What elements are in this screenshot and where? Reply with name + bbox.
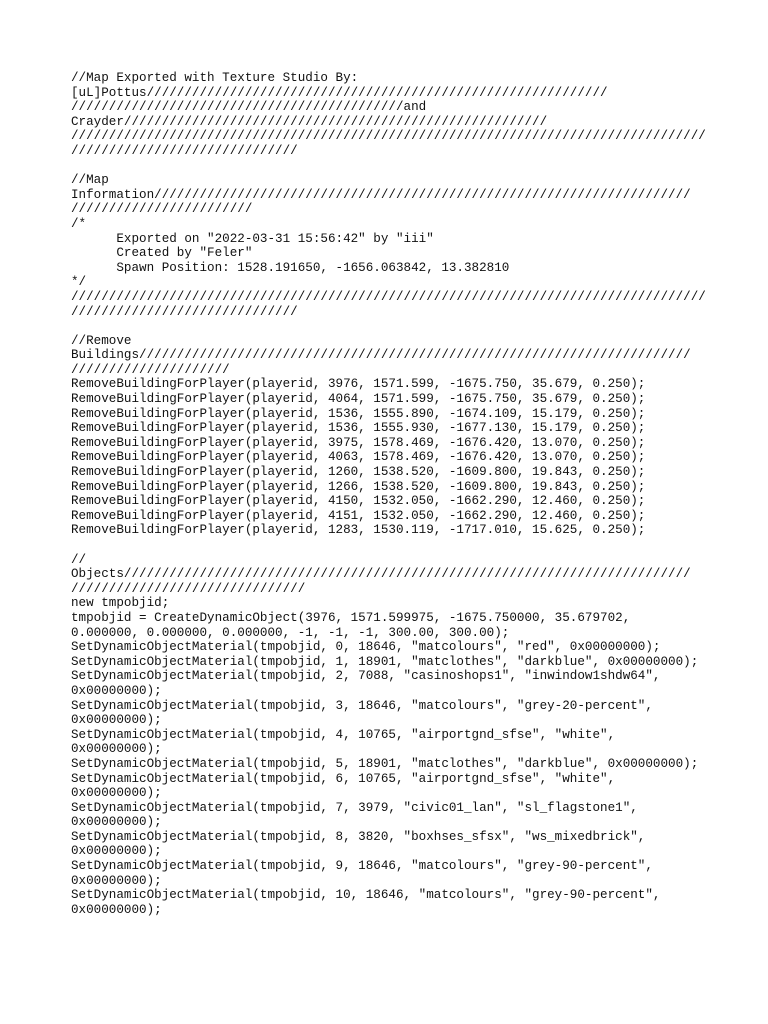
code-line: RemoveBuildingForPlayer(playerid, 1536, 1555.890, -1674.109, 15.179, 0.250); [71, 406, 646, 421]
code-line: Crayder//////////////////////////////////////////////////////// [71, 114, 548, 129]
code-line: /////////////////////////////// [71, 581, 306, 596]
code-line: RemoveBuildingForPlayer(playerid, 4150, 1532.050, -1662.290, 12.460, 0.250); [71, 494, 646, 509]
code-line: //Map Exported with Texture Studio By: [71, 71, 359, 85]
code-line: RemoveBuildingForPlayer(playerid, 4151, 1532.050, -1662.290, 12.460, 0.250); [71, 508, 646, 523]
code-line: 0x00000000); [71, 713, 162, 728]
code-line: RemoveBuildingForPlayer(playerid, 3975, 1578.469, -1676.420, 13.070, 0.250); [71, 435, 646, 450]
code-line: //////////////////////////////////////////////////////////////////////////////////// [71, 129, 706, 144]
code-line: SetDynamicObjectMaterial(tmpobjid, 1, 18901, "matclothes", "darkblue", 0x00000000); [71, 654, 699, 669]
code-line: //////////////////////////////////////////////////////////////////////////////////// [71, 289, 706, 304]
code-line: Buildings///////////////////////////////////////////////////////////////////////// [71, 348, 691, 363]
code-line: // [71, 552, 87, 567]
code-line: 0x00000000); [71, 815, 162, 830]
code-line: RemoveBuildingForPlayer(playerid, 1260, 1538.520, -1609.800, 19.843, 0.250); [71, 465, 646, 480]
code-line: 0x00000000); [71, 844, 162, 859]
code-line: SetDynamicObjectMaterial(tmpobjid, 7, 3979, "civic01_lan", "sl_flagstone1", [71, 800, 638, 815]
code-line: */ [71, 275, 87, 290]
code-line: RemoveBuildingForPlayer(playerid, 4063, 1578.469, -1676.420, 13.070, 0.250); [71, 450, 646, 465]
code-line: SetDynamicObjectMaterial(tmpobjid, 0, 18646, "matcolours", "red", 0x00000000); [71, 640, 661, 655]
code-line: Created by "Feler" [71, 246, 253, 261]
code-line: [uL]Pottus///////////////////////////////////////////////////////////// [71, 85, 608, 100]
code-line: 0.000000, 0.000000, 0.000000, -1, -1, -1, 300.00, 300.00); [71, 625, 510, 640]
code-line: Objects/////////////////////////////////////////////////////////////////////////// [71, 567, 691, 582]
code-line: 0x00000000); [71, 683, 162, 698]
code-line: ////////////////////////////// [71, 143, 298, 158]
code-line: RemoveBuildingForPlayer(playerid, 1536, 1555.930, -1677.130, 15.179, 0.250); [71, 421, 646, 436]
code-line: SetDynamicObjectMaterial(tmpobjid, 9, 18646, "matcolours", "grey-90-percent", [71, 859, 653, 874]
code-line: SetDynamicObjectMaterial(tmpobjid, 5, 18901, "matclothes", "darkblue", 0x00000000); [71, 756, 699, 771]
code-line: SetDynamicObjectMaterial(tmpobjid, 8, 3820, "boxhses_sfsx", "ws_mixedbrick", [71, 829, 646, 844]
code-line: SetDynamicObjectMaterial(tmpobjid, 2, 7088, "casinoshops1", "inwindow1shdw64", [71, 669, 661, 684]
code-line: 0x00000000); [71, 742, 162, 757]
code-line: SetDynamicObjectMaterial(tmpobjid, 3, 18646, "matcolours", "grey-20-percent", [71, 698, 653, 713]
code-line: ////////////////////////////// [71, 304, 298, 319]
code-line: /* [71, 216, 87, 231]
code-line: //Map [71, 173, 109, 188]
code-line: RemoveBuildingForPlayer(playerid, 3976, 1571.599, -1675.750, 35.679, 0.250); [71, 377, 646, 392]
code-line: tmpobjid = CreateDynamicObject(3976, 1571.599975, -1675.750000, 35.679702, [71, 610, 631, 625]
code-line: new tmpobjid; [71, 596, 170, 611]
code-line: //Remove [71, 333, 132, 348]
code-line: 0x00000000); [71, 786, 162, 801]
code-line: RemoveBuildingForPlayer(playerid, 1266, 1538.520, -1609.800, 19.843, 0.250); [71, 479, 646, 494]
code-line: RemoveBuildingForPlayer(playerid, 4064, 1571.599, -1675.750, 35.679, 0.250); [71, 392, 646, 407]
code-line: //////////////////////// [71, 202, 253, 217]
blank-line [71, 538, 711, 553]
code-line: RemoveBuildingForPlayer(playerid, 1283, 1530.119, -1717.010, 15.625, 0.250); [71, 523, 646, 538]
code-line: Exported on "2022-03-31 15:56:42" by "iii" [71, 231, 434, 246]
code-line: ////////////////////////////////////////////and [71, 100, 427, 115]
code-line: 0x00000000); [71, 873, 162, 888]
code-line: SetDynamicObjectMaterial(tmpobjid, 6, 10765, "airportgnd_sfse", "white", [71, 771, 616, 786]
code-line: SetDynamicObjectMaterial(tmpobjid, 10, 18646, "matcolours", "grey-90-percent", [71, 888, 661, 903]
blank-line [71, 159, 711, 174]
code-line: Spawn Position: 1528.191650, -1656.063842, 13.382810 [71, 260, 510, 275]
code-line: ///////////////////// [71, 362, 230, 377]
code-line: SetDynamicObjectMaterial(tmpobjid, 4, 10765, "airportgnd_sfse", "white", [71, 727, 616, 742]
blank-line [71, 319, 711, 334]
code-line: Information/////////////////////////////////////////////////////////////////////// [71, 187, 691, 202]
document-page [71, 71, 711, 917]
code-line: 0x00000000); [71, 902, 162, 917]
